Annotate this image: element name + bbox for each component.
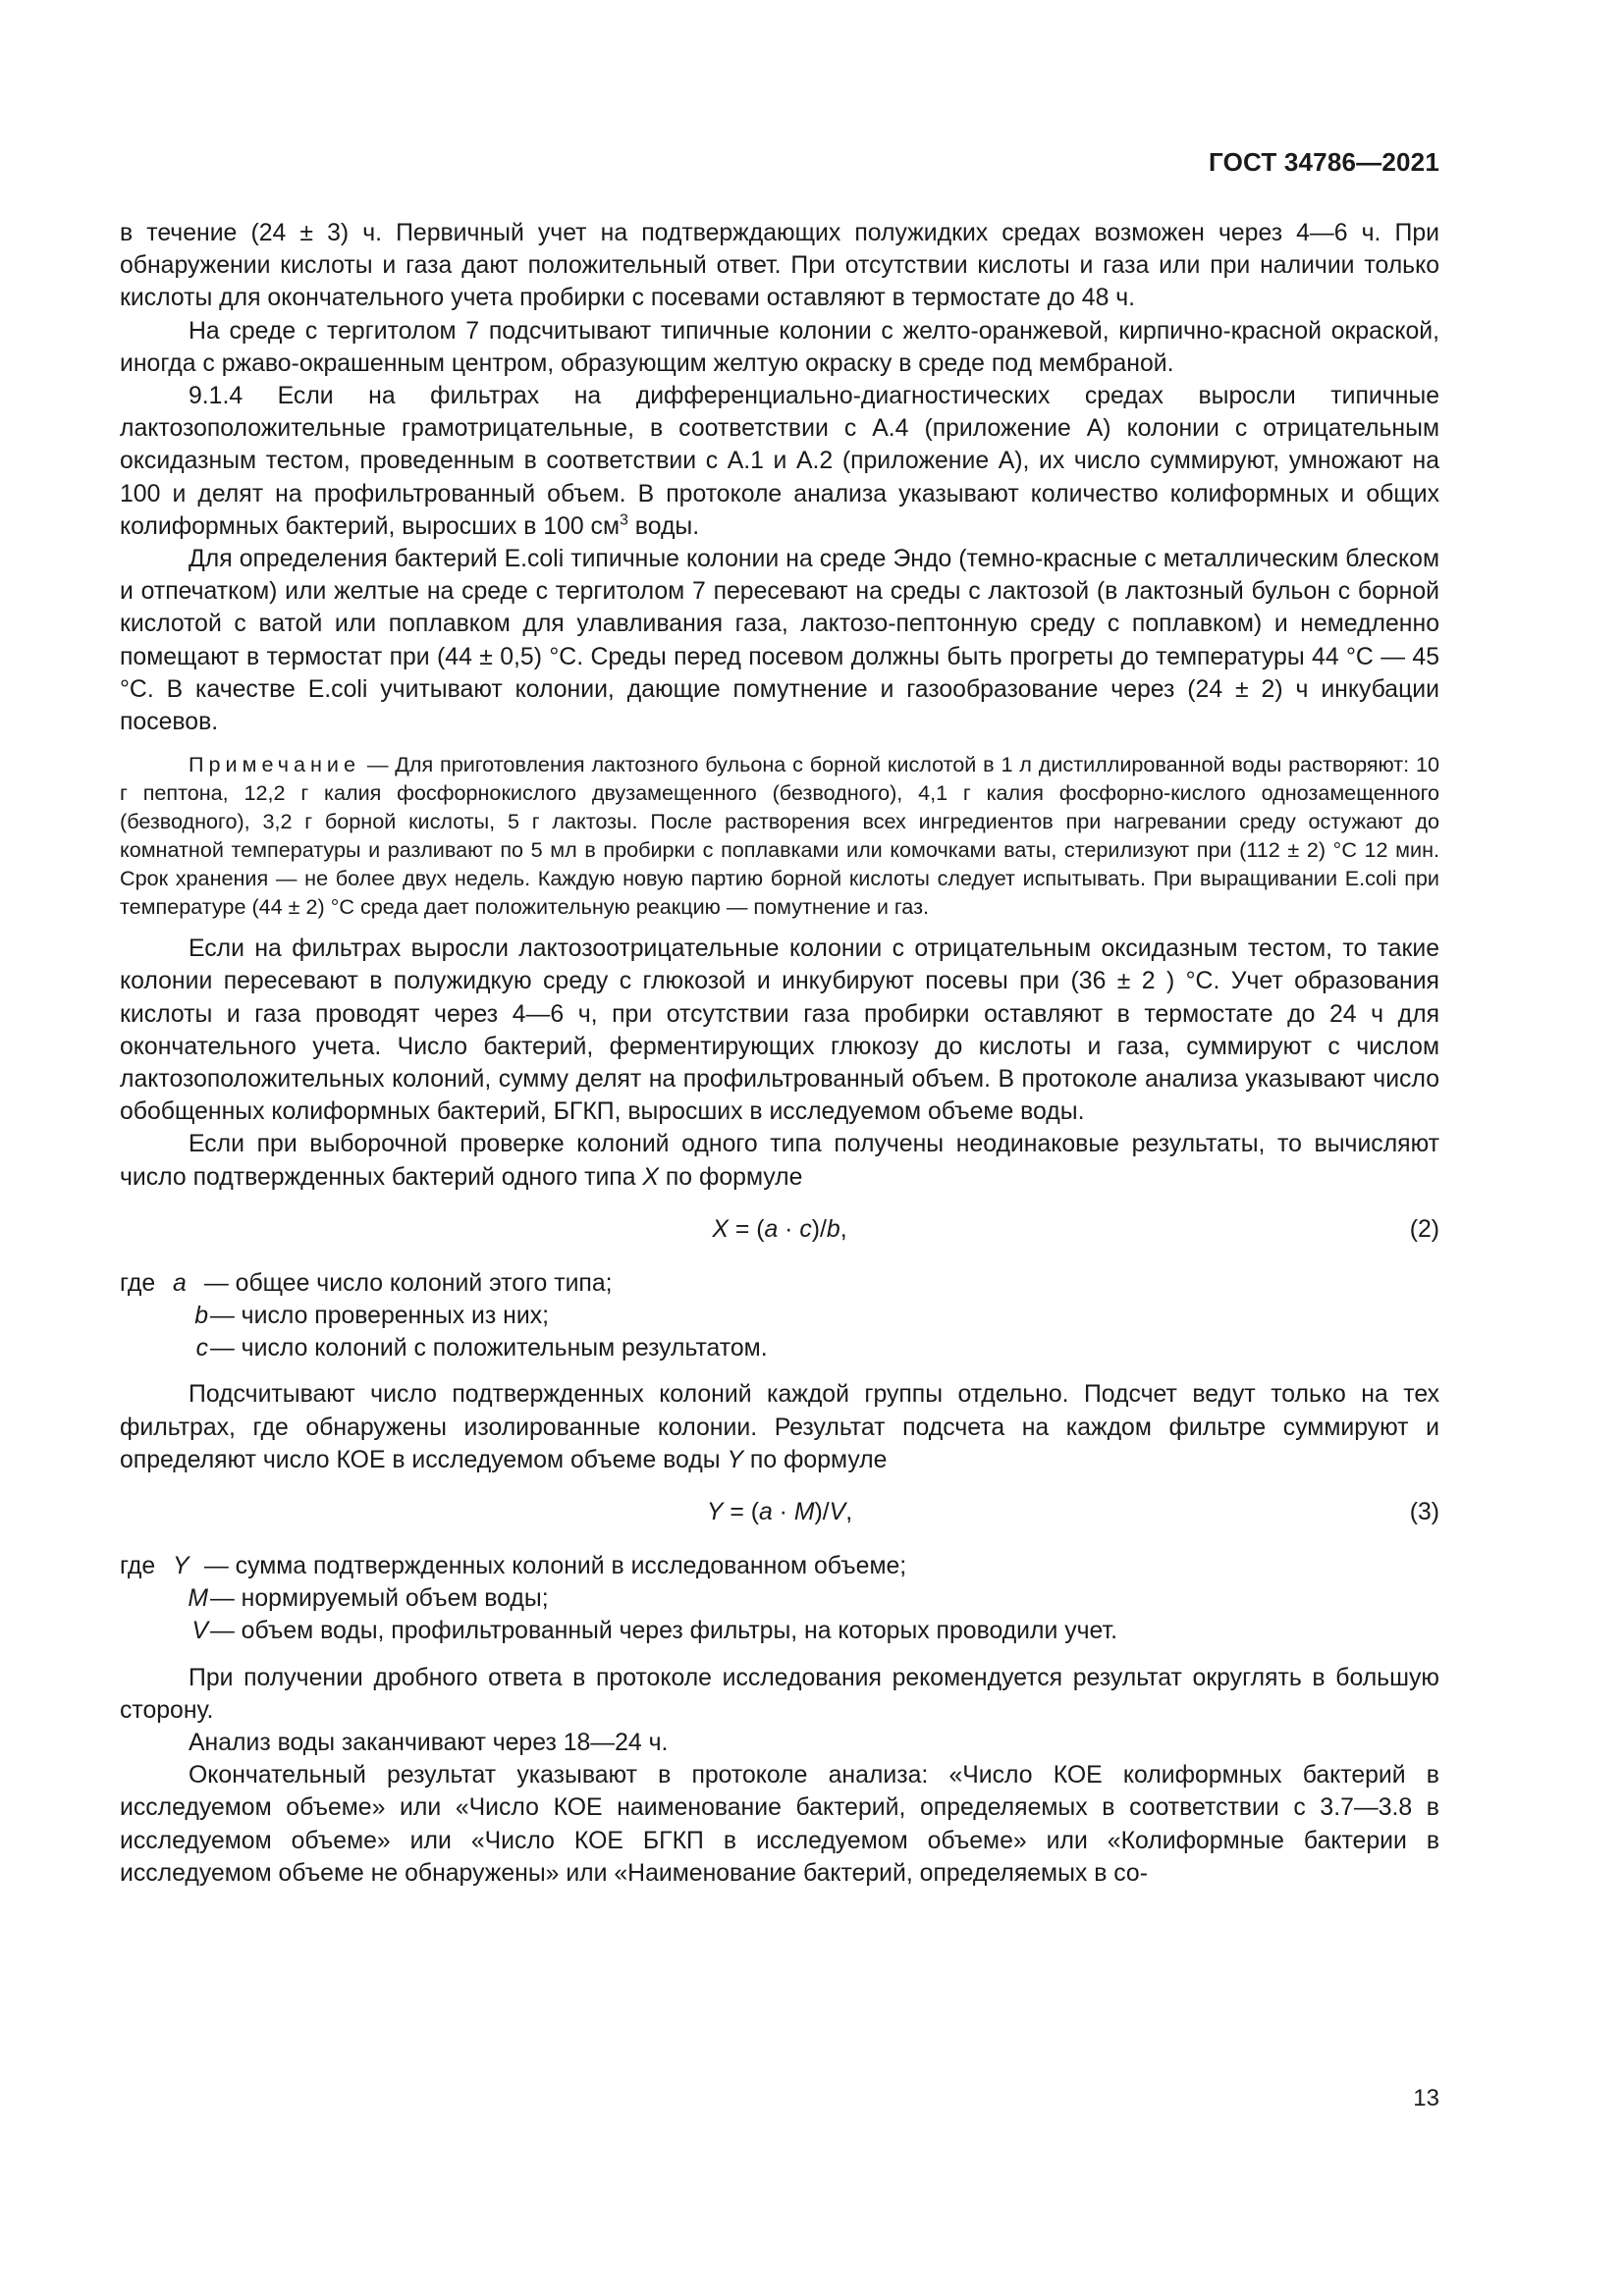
definition-text: — число проверенных из них; bbox=[210, 1303, 550, 1330]
definition-text: — нормируемый объем воды; bbox=[210, 1585, 549, 1613]
document-body bbox=[120, 217, 1439, 1890]
definition-symbol: b bbox=[194, 1303, 208, 1330]
paragraph-9-1-4-tail: воды. bbox=[627, 512, 700, 540]
definition-line bbox=[120, 1550, 1439, 1582]
definition-text: — сумма подтвержденных колоний в исследованном объеме; bbox=[204, 1553, 907, 1580]
formula-2-number: (2) bbox=[1409, 1215, 1439, 1243]
definition-symbol: M bbox=[188, 1585, 208, 1613]
formula2-intro-text: Если при выборочной проверке колоний одного типа получены неодинаковые результаты, то вычисляют число подтвержденных бактерий одного типа bbox=[120, 1131, 1439, 1191]
definition-line bbox=[120, 1615, 1439, 1647]
definition-symbol: Y bbox=[173, 1553, 189, 1580]
paragraph-final-result: Окончательный результат указывают в протоколе анализа: «Число КОЕ колиформных бактерий в исследуемом объеме» или «Число КОЕ наименование бактерий, определяемых в соответствии с 3.7—3.8 в исследуемом объеме» или «Число КОЕ БГКП в исследуемом объеме» или «Колиформные бактерии в исследуемом объеме не обнаружены» или «Наименование бактерий, определяемых в со- bbox=[120, 1762, 1439, 1887]
formula-2-a: a bbox=[764, 1215, 779, 1243]
paragraph-lactose-negative: Если на фильтрах выросли лактозоотрицательные колонии с отрицательным оксидазным тестом, то такие колонии пересевают в полужидкую среду с глюкозой и инкубируют посевы при (36 ± 2 ) °С. Учет образования кислоты и газа проводят через 4—6 ч, при отсутствии газа пробирки оставляют в термостате до 24 ч для окончательного учета. Число бактерий, ферментирующих глюкозу до кислоты и газа, суммируют с числом лактозоположительных колоний, сумму делят на профильтрованный объем. В протоколе анализа указывают число обобщенных колиформных бактерий, БГКП, выросших в исследуемом объеме воды. bbox=[120, 935, 1439, 1126]
note-block bbox=[120, 750, 1439, 921]
formula-2-end: , bbox=[839, 1215, 847, 1243]
definition-symbol: V bbox=[191, 1618, 208, 1645]
formula-3-number: (3) bbox=[1409, 1499, 1439, 1526]
definition-symbol: a bbox=[173, 1269, 187, 1297]
note-label: Примечание bbox=[189, 752, 360, 777]
definition-line bbox=[120, 1582, 1439, 1615]
where-label: где bbox=[120, 1269, 156, 1297]
formula-3-lhs: Y bbox=[706, 1499, 724, 1526]
paragraph-9-1-4 bbox=[120, 380, 1439, 543]
paragraph-formula2-intro bbox=[120, 1128, 1439, 1193]
definition-text: — число колоний с положительным результатом. bbox=[210, 1335, 768, 1362]
cm-superscript: 3 bbox=[620, 511, 628, 529]
formula3-intro-tail: по формуле bbox=[743, 1446, 888, 1473]
note-text: — Для приготовления лактозного бульона с борной кислотой в 1 л дистиллированной воды растворяют: 10 г пептона, 12,2 г калия фосфорнокислого двузамещенного (безводного), 4,1 г калия фосфорно-кислого однозамещенного (безводного), 3,2 г борной кислоты, 5 г лактозы. После растворения всех ингредиентов при нагревании среду остужают до комнатной температуры и разливают по 5 мл в пробирки с поплавками или комочками ваты, стерилизуют при (112 ± 2) °С 12 мин. Срок хранения — не более двух недель. Каждую новую партию борной кислоты следует испытывать. При выращивании E.coli при температуре (44 ± 2) °С среда дает положительную реакцию — помутнение и газ. bbox=[120, 752, 1439, 920]
formula-3-expression bbox=[707, 1499, 852, 1525]
paragraph-analysis-time: Анализ воды заканчивают через 18—24 ч. bbox=[189, 1730, 669, 1757]
definition-symbol: c bbox=[195, 1335, 208, 1362]
paragraph-formula3-intro bbox=[120, 1378, 1439, 1476]
formula-3-definitions bbox=[120, 1550, 1439, 1648]
paragraph-ecoli: Для определения бактерий E.coli типичные колонии на среде Эндо (темно-красные с металлическим блеском и отпечатком) или желтые на среде с тергитолом 7 пересевают на среды с лактозой (в лактозный бульон с борной кислотой с ватой или поплавком для улавливания газа, лактозо-пептонную среду с поплавком) и немедленно помещают в термостат при (44 ± 0,5) °С. Среды перед посевом должны быть прогреты до температуры 44 °С — 45 °С. В качестве E.coli учитывают колонии, дающие помутнение и газообразование через (24 ± 2) ч инкубации посевов. bbox=[120, 546, 1439, 736]
formula3-intro-text: Подсчитывают число подтвержденных колоний каждой группы отдельно. Подсчет ведут только на тех фильтрах, где обнаружены изолированные колонии. Результат подсчета на каждом фильтре суммируют и определяют число КОЕ в исследуемом объеме воды bbox=[120, 1381, 1439, 1473]
formula2-intro-var: X bbox=[642, 1163, 659, 1191]
formula-3-m: M bbox=[793, 1499, 815, 1526]
paragraph-continuation: в течение (24 ± 3) ч. Первичный учет на подтверждающих полужидких средах возможен через 4—6 ч. При обнаружении кислоты и газа дают положительный ответ. При отсутствии кислоты и газа или при наличии только кислоты для окончательного учета пробирки с посевами оставляют в термостате до 48 ч. bbox=[120, 220, 1439, 312]
formula-2-eq: = ( bbox=[728, 1215, 765, 1243]
formula-3-slash: )/ bbox=[814, 1499, 830, 1526]
formula-3-v: V bbox=[829, 1499, 846, 1526]
formula2-intro-tail: по формуле bbox=[658, 1163, 803, 1191]
formula-2-dot: · bbox=[778, 1215, 800, 1243]
definition-line bbox=[120, 1300, 1439, 1332]
formula-2-b: b bbox=[826, 1215, 840, 1243]
formula-2-definitions bbox=[120, 1267, 1439, 1365]
definition-line bbox=[120, 1332, 1439, 1364]
formula-3-eq: = ( bbox=[723, 1499, 759, 1526]
formula-2-c: c bbox=[799, 1215, 812, 1243]
definition-line bbox=[120, 1267, 1439, 1300]
paragraph-9-1-4-text: 9.1.4 Если на фильтрах на дифференциально-диагностических средах выросли типичные лактозоположительные грамотрицательные, в соответствии с А.4 (приложение А) колонии с отрицательным оксидазным тестом, проведенным в соответствии с А.1 и А.2 (приложение А), их число суммируют, умножают на 100 и делят на профильтрованный объем. В протоколе анализа указывают количество колиформных и общих колиформных бактерий, выросших в 100 см bbox=[120, 383, 1439, 540]
formula3-intro-var: Y bbox=[727, 1446, 744, 1473]
formula-3-end: , bbox=[845, 1499, 853, 1526]
formula-2 bbox=[120, 1213, 1439, 1246]
paragraph-rounding: При получении дробного ответа в протоколе исследования рекомендуется результат округлять в большую сторону. bbox=[120, 1664, 1439, 1724]
definition-text: — общее число колоний этого типа; bbox=[204, 1269, 613, 1297]
formula-2-lhs: X bbox=[712, 1215, 729, 1243]
page-number: 13 bbox=[1413, 2085, 1439, 2111]
formula-3-dot: · bbox=[772, 1499, 794, 1526]
definition-text: — объем воды, профильтрованный через фильтры, на которых проводили учет. bbox=[210, 1618, 1118, 1645]
paragraph-tergitol: На среде с тергитолом 7 подсчитывают типичные колонии с желто-оранжевой, кирпично-красной окраской, иногда с ржаво-окрашенным центром, образующим желтую окраску в среде под мембраной. bbox=[120, 317, 1439, 377]
formula-3 bbox=[120, 1496, 1439, 1528]
formula-2-expression bbox=[712, 1216, 846, 1243]
where-label: где bbox=[120, 1553, 156, 1580]
formula-2-slash: )/ bbox=[811, 1215, 827, 1243]
standard-header: ГОСТ 34786—2021 bbox=[1209, 147, 1439, 177]
formula-3-a: a bbox=[758, 1499, 773, 1526]
